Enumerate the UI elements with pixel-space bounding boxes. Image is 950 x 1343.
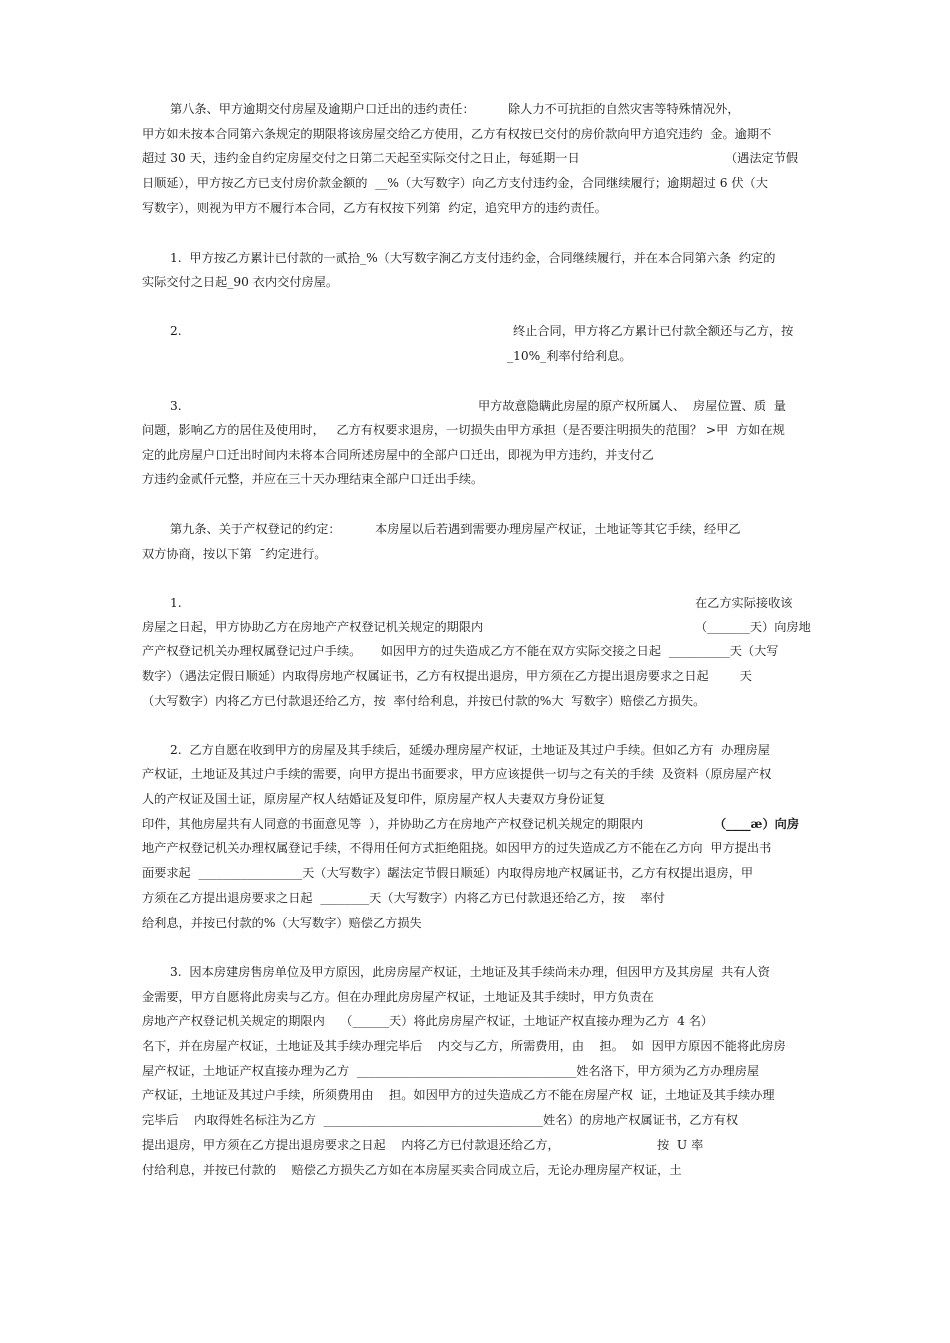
article-8-item-1: 1. 甲方按乙方累计已付款的一贰拾_%（大写数字涧乙方支付违约金，合同继续履行，并在本合同第六条 约定的 <box>170 251 776 265</box>
article-9-item-3-cont: 付给利息，并按已付款的 赔偿乙方损失乙方如在本房屋买卖合同成立后，无论办理房屋产权证，土 <box>142 1163 682 1177</box>
article-9-item-3-cont: 提出退房，甲方须在乙方提出退房要求之日起 内将乙方已付款退还给乙方， <box>142 1138 560 1152</box>
article-9-item-3-cont: 金需要，甲方自愿将此房卖与乙方。但在办理此房房屋产权证，土地证及其手续时，甲方负责在 <box>142 990 654 1004</box>
article-9-item-1-cont: 产产权登记机关办理权属登记过户手续。 如因甲方的过失造成乙方不能在双方实际交接之日起 __________天（大写 <box>142 644 779 658</box>
article-8-item-3-cont: 问题，影响乙方的居住及使用时， 乙方有权要求退房，一切损失由甲方承担（是否要注明损失的范围？ >甲 方如在规 <box>142 423 785 437</box>
article-8-heading: 第八条、甲方逾期交付房屋及逾期户口迁出的违约责任： <box>170 102 475 116</box>
article-8-item-1-cont: 实际交付之日起_90 衣内交付房屋。 <box>142 275 339 289</box>
article-9-item-2-cont: 方须在乙方提出退房要求之日起 ________天（大写数字）内将乙方已付款退还给乙方，按 率付 <box>142 891 665 905</box>
paragraph-line: 日顺延），甲方按乙方已支付房价款金额的 __%（大写数字）向乙方支付违约金，合同继续履行；逾期超过 6 伏（大 <box>142 176 768 190</box>
article-9-item-1-cont: （_______天）向房地 <box>695 620 811 634</box>
article-9-item-3-cont: 完毕后 内取得姓名标注为乙方 ____________________________________姓名）的房地产权属证书，乙方有权 <box>142 1113 739 1127</box>
article-8-intro: 除人力不可抗拒的自然灾害等特殊情况外， <box>508 102 740 116</box>
article-9-item-1-cont: 房屋之日起，甲方协助乙方在房地产产权登记机关规定的期限内 <box>142 620 484 634</box>
paragraph-line: 甲方如未按本合同第六条规定的期限将该房屋交给乙方使用，乙方有权按已交付的房价款向甲方追究违约 金。逾期不 <box>142 127 772 141</box>
article-8-item-3: 甲方故意隐瞒此房屋的原产权所属人、 房屋位置、质 量 <box>478 399 786 413</box>
paragraph-line: （遇法定节假 <box>725 151 799 165</box>
article-9-item-3-cont: 房地产产权登记机关规定的期限内 （______天）将此房房屋产权证，土地证产权直接办理为乙方 4 名） <box>142 1014 714 1028</box>
article-9-item-3-cont: 名下，并在房屋产权证，土地证及其手续办理完毕后 内交与乙方，所需费用，由 担。 如 因甲方原因不能将此房房 <box>142 1039 786 1053</box>
article-9-item-3: 3. 因本房建房售房单位及甲方原因，此房房屋产权证，土地证及其手续尚未办理，但因甲方及其房屋 共有人资 <box>170 965 770 979</box>
article-9-item-2-cont: 地产产权登记机关办理权属登记手续，不得用任何方式拒绝阻挠。如因甲方的过失造成乙方不能在乙方向 甲方提出书 <box>142 841 772 855</box>
article-8-item-3-number: 3. <box>170 399 182 413</box>
article-8-item-2-cont: _10%_利率付给利息。 <box>507 349 632 363</box>
article-9-item-2: 2. 乙方自愿在收到甲方的房屋及其手续后，延缓办理房屋产权证，土地证及其过户手续。但如乙方有 办理房屋 <box>170 743 770 757</box>
paragraph-line: 超过 30 天，违约金自约定房屋交付之日第二天起至实际交付之日止，每延期一日 <box>142 151 580 165</box>
article-8-item-3-cont: 定的此房屋户口迁出时间内未将本合同所述房屋中的全部户口迁出，即视为甲方违约，并支付乙 <box>142 448 654 462</box>
article-9-item-1: 在乙方实际接收该 <box>695 596 793 610</box>
article-9-item-2-cont: 产权证，土地证及其过户手续的需要，向甲方提出书面要求，甲方应该提供一切与之有关的手续 及资料（原房屋产权 <box>142 767 772 781</box>
article-9-item-2-cont: 面要求起 _________________天（大写数字）龌法定节假日顺延）内取得房地产权属证书，乙方有权提出退房，甲 <box>142 866 754 880</box>
article-9-item-3-cont: 按 U 率 <box>657 1138 704 1152</box>
article-9-intro-cont: 双方协商，按以下第 ˉ约定进行。 <box>142 547 327 561</box>
article-8-item-3-cont: 方违约金贰仟元整，并应在三十天办理结束全部户口迁出手续。 <box>142 472 484 486</box>
article-9-item-2-cont: 给利息，并按已付款的%（大写数字）赔偿乙方损失 <box>142 916 422 930</box>
paragraph-line: 写数字），则视为甲方不履行本合同，乙方有权按下列第 约定，追究甲方的违约责任。 <box>142 201 607 215</box>
article-9-intro: 本房屋以后若遇到需要办理房屋产权证，土地证等其它手续，经甲乙 <box>375 522 741 536</box>
article-9-item-1-cont: 数字）（遇法定假日顺延）内取得房地产权属证书，乙方有权提出退房，甲方须在乙方提出退房要求之日起 天 <box>142 669 752 683</box>
article-9-item-3-cont: 产权证，土地证及其过户手续，所须费用由 担。如因甲方的过失造成乙方不能在房屋产权 证，土地证及其手续办理 <box>142 1088 775 1102</box>
article-9-item-1-number: 1. <box>170 596 182 610</box>
article-9-heading: 第九条、关于产权登记的约定： <box>170 522 341 536</box>
article-9-item-2-cont: （____æ）向房 <box>714 817 800 831</box>
article-9-item-2-cont: 印件，其他房屋共有人同意的书面意见等 ），并协助乙方在房地产产权登记机关规定的期限内 <box>142 817 644 831</box>
article-8-item-2: 终止合同，甲方将乙方累计已付款全额还与乙方，按 <box>513 324 794 338</box>
article-9-item-1-cont: （大写数字）内将乙方已付款退还给乙方，按 率付给利息，并按已付款的%大 写数字）赔偿乙方损失。 <box>142 694 706 708</box>
article-9-item-2-cont: 人的产权证及国土证，原房屋产权人结婚证及复印件，原房屋产权人夫妻双方身份证复 <box>142 792 606 806</box>
article-8-item-2-number: 2. <box>170 324 182 338</box>
article-9-item-3-cont: 屋产权证，土地证产权直接办理为乙方 ____________________________________姓名洛下，甲方须为乙方办理房屋 <box>142 1064 760 1078</box>
